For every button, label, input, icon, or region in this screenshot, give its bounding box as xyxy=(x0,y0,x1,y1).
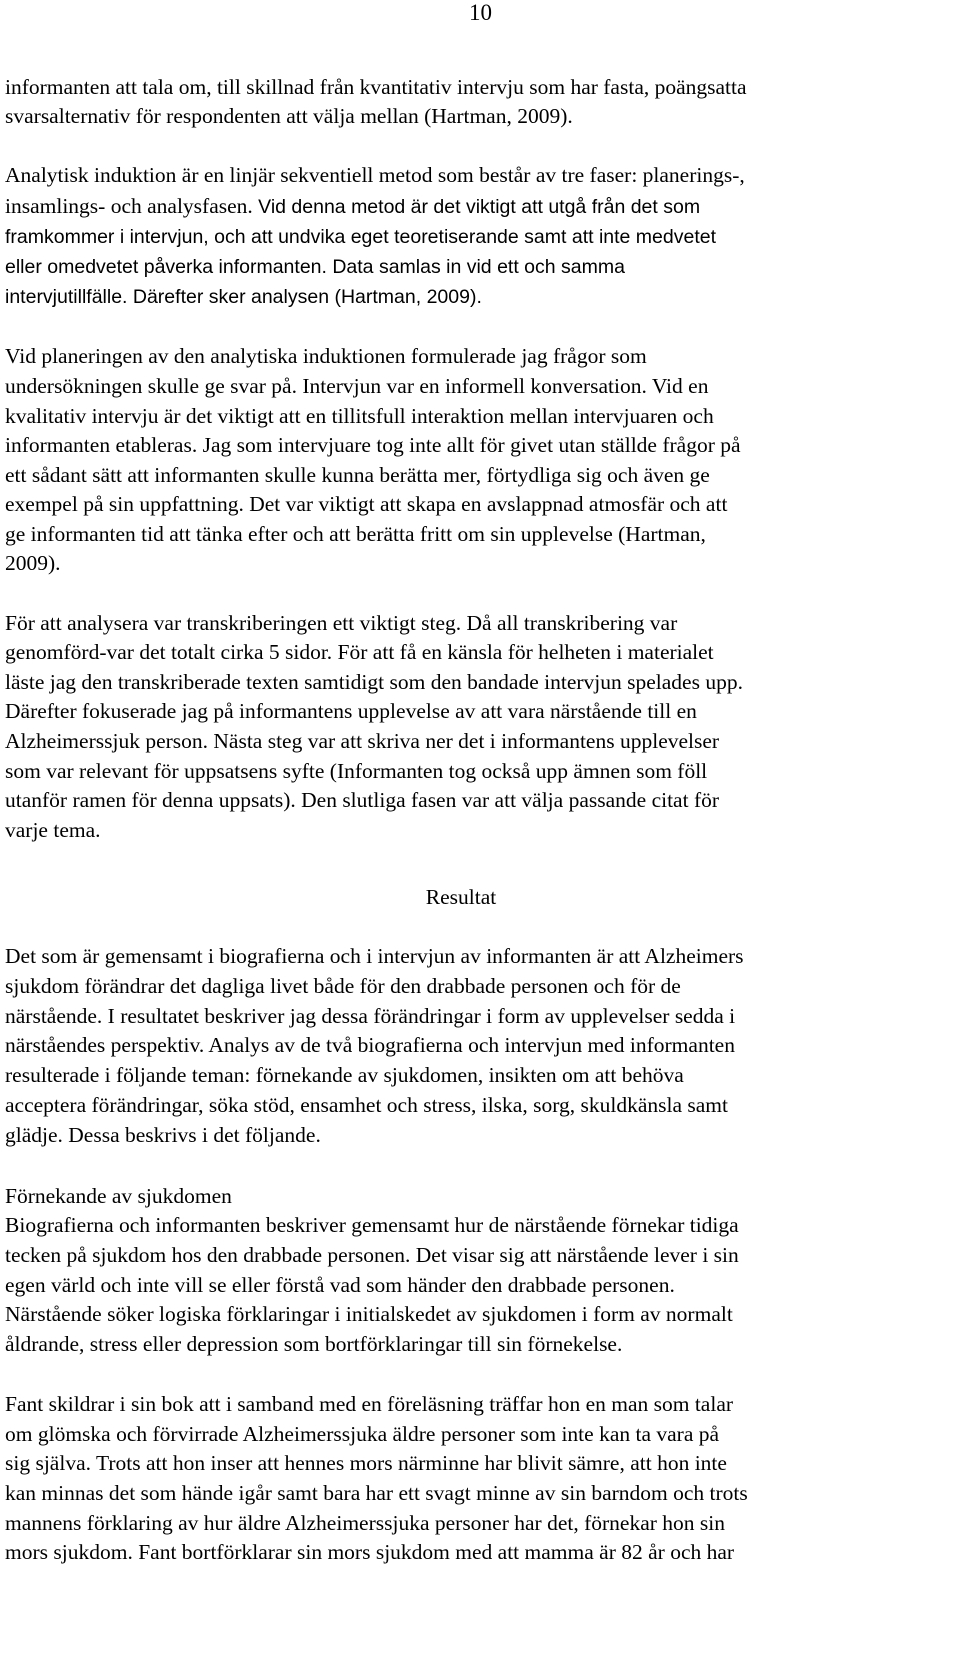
text-line: ett sådant sätt att informanten skulle kunna berätta mer, förtydliga sig och även ge xyxy=(5,463,710,487)
text-line: närståendes perspektiv. Analys av de två biografierna och intervjun med informanten xyxy=(5,1033,735,1057)
text-line: För att analysera var transkriberingen ett viktigt steg. Då all transkribering var xyxy=(5,611,678,635)
text-line: eller omedvetet påverka informanten. Data samlas in vid ett och samma xyxy=(5,256,625,278)
text-line: framkommer i intervjun, och att undvika eget teoretiserande samt att inte medvetet xyxy=(5,226,717,248)
text-line: glädje. Dessa beskrivs i det följande. xyxy=(5,1123,321,1147)
text-line: närstående. I resultatet beskriver jag dessa förändringar i form av upplevelser sedda i xyxy=(5,1004,736,1028)
text-line: ge informanten tid att tänka efter och att berätta fritt om sin upplevelse (Hartman, xyxy=(5,522,706,546)
text-line: tecken på sjukdom hos den drabbade personen. Det visar sig att närstående lever i sin xyxy=(5,1243,739,1267)
text-fragment: insamlings- och analysfasen. xyxy=(5,194,259,218)
section-heading: Resultat xyxy=(425,885,497,909)
text-line: resulterade i följande teman: förnekande av sjukdomen, insikten om att behöva xyxy=(5,1063,684,1087)
text-line: Närstående söker logiska förklaringar i initialskedet av sjukdomen i form av normalt xyxy=(5,1302,733,1326)
text-line: mors sjukdom. Fant bortförklarar sin mors sjukdom med att mamma är 82 år och har xyxy=(5,1540,735,1564)
text-line: informanten att tala om, till skillnad från kvantitativ intervju som har fasta, poängsatta xyxy=(5,75,747,99)
text-line: Analytisk induktion är en linjär sekventiell metod som består av tre faser: planerings-, xyxy=(5,163,745,187)
text-line: mannens förklaring av hur äldre Alzheimerssjuka personer har det, förnekar hon sin xyxy=(5,1511,726,1535)
text-line: Därefter fokuserade jag på informantens upplevelse av att vara närstående till en xyxy=(5,699,697,723)
text-line: intervjutillfälle. Därefter sker analysen (Hartman, 2009). xyxy=(5,286,482,308)
text-line: sjukdom förändrar det dagliga livet både för den drabbade personen och för de xyxy=(5,974,681,998)
text-line: sig själva. Trots att hon inser att hennes mors närminne har blivit sämre, att hon inte xyxy=(5,1451,727,1475)
text-line: Biografierna och informanten beskriver gemensamt hur de närstående förnekar tidiga xyxy=(5,1213,739,1237)
text-line: varje tema. xyxy=(5,818,101,842)
text-line: om glömska och förvirrade Alzheimerssjuka äldre personer som inte kan ta vara på xyxy=(5,1422,720,1446)
text-line: 2009). xyxy=(5,551,61,575)
page-number: 10 xyxy=(469,0,492,25)
text-line xyxy=(5,191,700,221)
text-line: acceptera förändringar, söka stöd, ensamhet och stress, ilska, sorg, skuldkänsla samt xyxy=(5,1093,728,1117)
text-fragment: Vid denna metod är det viktigt att utgå från det som xyxy=(258,196,701,218)
text-line: Fant skildrar i sin bok att i samband med en föreläsning träffar hon en man som talar xyxy=(5,1392,734,1416)
text-line: svarsalternativ för respondenten att välja mellan (Hartman, 2009). xyxy=(5,104,573,128)
text-line: exempel på sin uppfattning. Det var viktigt att skapa en avslappnad atmosfär och att xyxy=(5,492,728,516)
text-line: åldrande, stress eller depression som bortförklaringar till sin förnekelse. xyxy=(5,1332,623,1356)
text-line: undersökningen skulle ge svar på. Intervjun var en informell konversation. Vid en xyxy=(5,374,709,398)
text-line: Det som är gemensamt i biografierna och i intervjun av informanten är att Alzheimers xyxy=(5,944,744,968)
text-line: Vid planeringen av den analytiska induktionen formulerade jag frågor som xyxy=(5,344,647,368)
text-line: utanför ramen för denna uppsats). Den slutliga fasen var att välja passande citat för xyxy=(5,788,720,812)
text-line: kvalitativ intervju är det viktigt att en tillitsfull interaktion mellan intervjuaren och xyxy=(5,404,714,428)
text-line: läste jag den transkriberade texten samtidigt som den bandade intervjun spelades upp. xyxy=(5,670,743,694)
text-line: genomförd-var det totalt cirka 5 sidor. För att få en känsla för helheten i materialet xyxy=(5,640,714,664)
text-line: som var relevant för uppsatsens syfte (Informanten tog också upp ämnen som föll xyxy=(5,759,708,783)
text-line: kan minnas det som hände igår samt bara har ett svagt minne av sin barndom och trots xyxy=(5,1481,748,1505)
text-line: Alzheimerssjuk person. Nästa steg var att skriva ner det i informantens upplevelser xyxy=(5,729,720,753)
text-line: informanten etableras. Jag som intervjuare tog inte allt för givet utan ställde frågor på xyxy=(5,433,741,457)
subsection-heading: Förnekande av sjukdomen xyxy=(5,1184,232,1208)
text-line: egen värld och inte vill se eller förstå vad som händer den drabbade personen. xyxy=(5,1273,675,1297)
